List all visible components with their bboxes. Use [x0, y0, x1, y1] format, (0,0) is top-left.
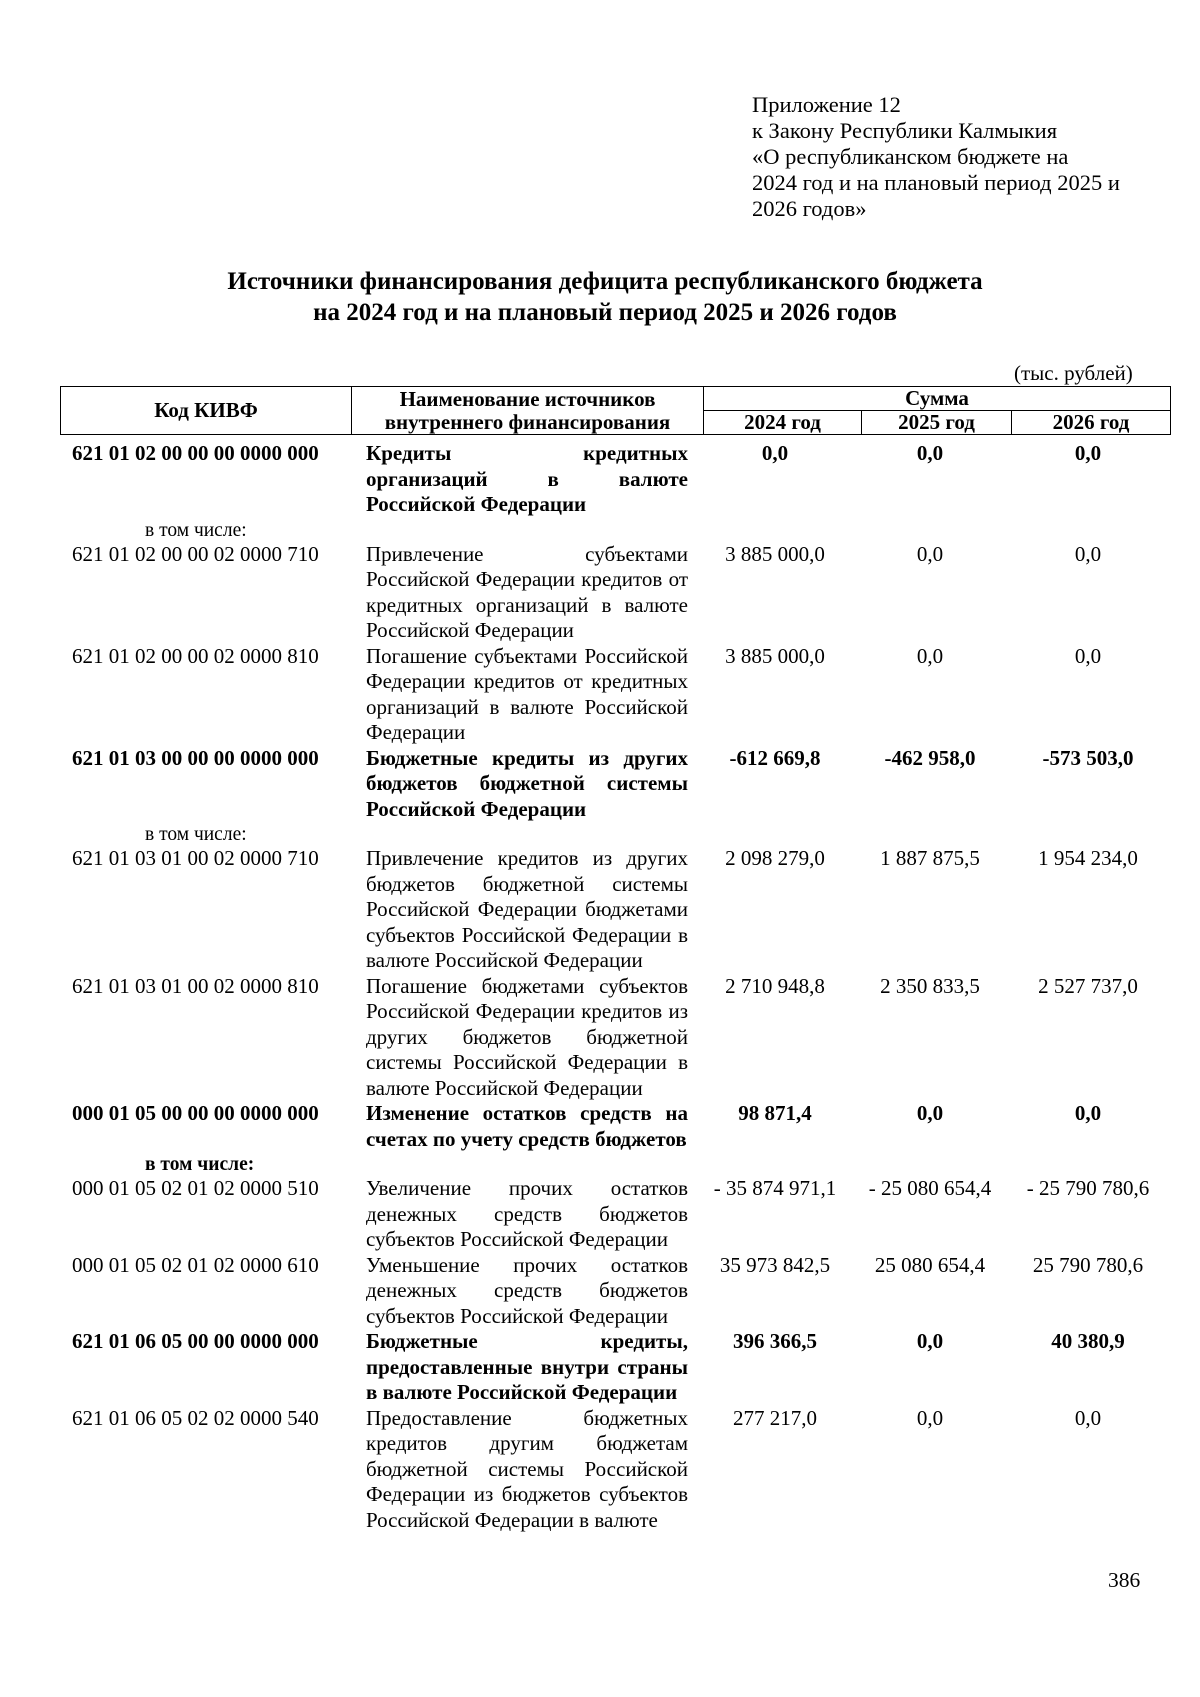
row-value-2026: 0,0: [1074, 643, 1102, 668]
row-value-2025: -462 958,0: [884, 745, 976, 770]
appendix-line: Приложение 12: [752, 92, 901, 117]
row-name: Привлечение кредитов из других бюджетов бюджетной системы Российской Федерации бюджетами субъектов Российской Федерации в валюте Российской Федерации: [366, 846, 688, 972]
row-value-2024: 35 973 842,5: [719, 1252, 831, 1277]
row-value-2026: - 25 790 780,6: [1026, 1176, 1150, 1200]
page-number: 386: [1108, 1568, 1141, 1592]
header-2026: 2026 год: [1012, 411, 1171, 435]
row-value-2026: 2 527 737,0: [1038, 973, 1138, 998]
row-code: 621 01 03 01 00 02 0000 810: [72, 973, 319, 998]
row-value-2025: 0,0: [916, 1405, 944, 1430]
row-name: Бюджетные кредиты из других бюджетов бюджетной системы Российской Федерации: [366, 745, 688, 821]
row-name: Бюджетные кредиты, предоставленные внутри страны в валюте Российской Федерации: [366, 1329, 688, 1404]
row-value-2025: 2 350 833,5: [880, 973, 980, 998]
table-row: [60, 1101, 1170, 1152]
subheading: в том числе:: [145, 824, 247, 845]
table-row: [60, 1176, 1170, 1253]
table-body: [60, 441, 1170, 1533]
table-row: [60, 746, 1170, 823]
units-label: (тыс. рублей): [1014, 361, 1133, 385]
row-code: 000 01 05 02 01 02 0000 610: [72, 1252, 319, 1277]
row-name: Привлечение субъектами Российской Федерации кредитов от кредитных организаций в валюте Российской Федерации: [366, 541, 688, 642]
row-value-2024: 0,0: [761, 441, 789, 465]
row-code: 621 01 06 05 00 00 0000 000: [72, 1329, 319, 1353]
row-name: Уменьшение прочих остатков денежных средств бюджетов субъектов Российской Федерации: [366, 1252, 688, 1328]
header-name-line-1: Наименование источников: [399, 386, 656, 411]
appendix-line: «О республиканском бюджете на: [752, 144, 1069, 169]
row-value-2024: 2 098 279,0: [725, 846, 825, 870]
header-2025: 2025 год: [862, 411, 1012, 435]
row-value-2025: 0,0: [916, 643, 944, 668]
document-title: [60, 266, 1150, 328]
row-name: Предоставление бюджетных кредитов другим бюджетам бюджетной системы Российской Федерации из бюджетов субъектов Российской Федерации в валюте: [366, 1405, 688, 1532]
row-name: Погашение субъектами Российской Федерации кредитов от кредитных организаций в валюте Российской Федерации: [366, 643, 688, 744]
row-value-2026: 0,0: [1074, 541, 1102, 566]
table-row: [60, 441, 1170, 518]
row-code: 621 01 03 00 00 00 0000 000: [72, 745, 319, 770]
header-sum: Сумма: [704, 387, 1171, 411]
subheading: в том числе:: [145, 1154, 255, 1175]
header-name-line-2: внутреннего финансирования: [384, 409, 671, 434]
table-row: [60, 1253, 1170, 1330]
row-value-2024: 3 885 000,0: [725, 541, 825, 566]
table-row: [60, 542, 1170, 644]
header-code: Код КИВФ: [61, 387, 352, 435]
row-value-2025: 1 887 875,5: [880, 846, 980, 870]
row-value-2025: 0,0: [916, 1101, 944, 1125]
row-value-2026: 0,0: [1074, 1405, 1102, 1430]
row-name: Кредиты кредитных организаций в валюте Российской Федерации: [366, 441, 688, 516]
row-code: 621 01 02 00 00 00 0000 000: [72, 441, 319, 465]
row-code: 621 01 06 05 02 02 0000 540: [72, 1405, 319, 1430]
row-value-2024: - 35 874 971,1: [713, 1176, 837, 1200]
row-value-2024: 98 871,4: [738, 1101, 812, 1125]
row-value-2025: 25 080 654,4: [874, 1252, 986, 1277]
table-row: [60, 1406, 1170, 1534]
table-row: [60, 1329, 1170, 1406]
row-value-2024: 2 710 948,8: [725, 973, 825, 998]
row-code: 000 01 05 00 00 00 0000 000: [72, 1101, 319, 1125]
row-value-2025: 0,0: [916, 1329, 944, 1353]
appendix-note: [752, 92, 1152, 222]
row-value-2026: 1 954 234,0: [1038, 846, 1138, 870]
row-code: 621 01 02 00 00 02 0000 710: [72, 541, 319, 566]
row-value-2024: 277 217,0: [733, 1405, 817, 1430]
row-value-2026: 0,0: [1074, 1101, 1102, 1125]
appendix-line: 2024 год и на плановый период 2025 и: [752, 170, 1120, 195]
row-value-2025: - 25 080 654,4: [868, 1176, 992, 1200]
row-value-2024: -612 669,8: [729, 745, 821, 770]
table-row: [60, 846, 1170, 974]
row-name: Увеличение прочих остатков денежных средств бюджетов субъектов Российской Федерации: [366, 1176, 688, 1251]
row-value-2026: -573 503,0: [1042, 745, 1134, 770]
row-code: 621 01 02 00 00 02 0000 810: [72, 643, 319, 668]
row-code: 621 01 03 01 00 02 0000 710: [72, 846, 319, 870]
title-line-1: Источники финансирования дефицита республиканского бюджета: [227, 268, 983, 295]
table-row: [60, 644, 1170, 746]
header-2024: 2024 год: [704, 411, 862, 435]
row-value-2026: 0,0: [1074, 441, 1102, 465]
row-value-2024: 3 885 000,0: [725, 643, 825, 668]
appendix-line: 2026 годов»: [752, 196, 867, 221]
header-name: [352, 387, 704, 435]
row-name: Изменение остатков средств на счетах по учету средств бюджетов: [366, 1101, 688, 1151]
table-row: [60, 974, 1170, 1102]
row-value-2026: 40 380,9: [1051, 1329, 1125, 1353]
row-value-2026: 25 790 780,6: [1032, 1252, 1144, 1277]
row-value-2025: 0,0: [916, 441, 944, 465]
row-name: Погашение бюджетами субъектов Российской Федерации кредитов из других бюджетов бюджетной системы Российской Федерации в валюте Российской Федерации: [366, 973, 688, 1100]
row-value-2025: 0,0: [916, 541, 944, 566]
title-line-2: на 2024 год и на плановый период 2025 и 2026 годов: [313, 299, 897, 326]
subheading: в том числе:: [145, 519, 247, 541]
appendix-line: к Закону Республики Калмыкия: [752, 118, 1058, 143]
row-value-2024: 396 366,5: [733, 1329, 817, 1353]
table-header: [60, 386, 1171, 435]
row-code: 000 01 05 02 01 02 0000 510: [72, 1176, 319, 1200]
